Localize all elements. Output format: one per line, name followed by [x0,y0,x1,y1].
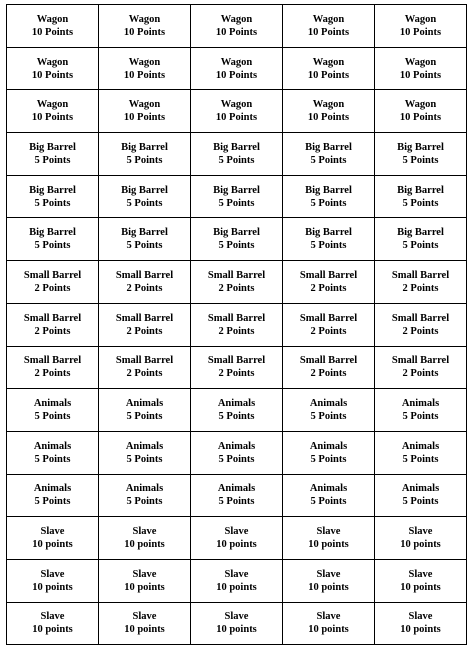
card-points: 10 Points [399,26,442,38]
card-name: Wagon [36,13,69,25]
card-cell [7,261,99,304]
card-name: Slave [224,526,249,538]
card-points: 5 Points [34,411,71,423]
card-points: 5 Points [34,197,71,209]
card-points: 2 Points [126,282,163,294]
card-row [7,431,467,474]
card-name: Small Barrel [391,269,450,281]
card-row [7,90,467,133]
card-cell [191,261,283,304]
card-cell [7,47,99,90]
card-name: Big Barrel [213,227,260,239]
card-name: Animals [33,440,72,452]
card-cell [283,261,375,304]
card-points: 5 Points [218,411,255,423]
card-points: 10 Points [215,112,258,124]
card-name: Animals [33,483,72,495]
card-cell [7,218,99,261]
card-cell [7,346,99,389]
card-cell [99,389,191,432]
card-name: Big Barrel [121,184,168,196]
card-points: 5 Points [218,154,255,166]
card-cell [375,431,467,474]
card-cell [191,517,283,560]
card-cell [191,5,283,48]
card-points: 5 Points [310,240,347,252]
card-points: 2 Points [218,325,255,337]
card-points: 10 points [400,539,441,551]
card-row [7,133,467,176]
card-cell [7,431,99,474]
card-points: 2 Points [126,368,163,380]
card-cell [191,389,283,432]
card-name: Big Barrel [305,184,352,196]
card-name: Wagon [404,13,437,25]
card-name: Small Barrel [115,355,174,367]
card-points: 2 Points [34,325,71,337]
card-points: 10 points [308,624,349,636]
card-cell [283,559,375,602]
card-cell [283,175,375,218]
card-points: 5 Points [402,154,439,166]
card-row [7,47,467,90]
card-cell [7,559,99,602]
card-points: 10 Points [307,26,350,38]
card-name: Small Barrel [299,355,358,367]
card-name: Small Barrel [299,312,358,324]
card-name: Big Barrel [121,141,168,153]
card-name: Small Barrel [391,312,450,324]
card-row [7,474,467,517]
card-cell [99,175,191,218]
card-name: Slave [132,611,157,623]
card-name: Animals [401,398,440,410]
card-row [7,261,467,304]
card-points: 2 Points [126,325,163,337]
card-points: 5 Points [402,197,439,209]
card-cell [7,175,99,218]
card-points: 5 Points [126,411,163,423]
card-points: 2 Points [310,282,347,294]
card-points: 5 Points [402,240,439,252]
card-points: 10 Points [31,112,74,124]
card-points: 5 Points [34,496,71,508]
card-row [7,602,467,645]
card-cell [375,5,467,48]
card-points: 10 Points [31,69,74,81]
card-row [7,346,467,389]
card-sheet-body [7,5,467,645]
card-name: Big Barrel [213,141,260,153]
card-cell [99,47,191,90]
card-points: 10 points [124,581,165,593]
card-sheet-table [6,4,467,645]
card-cell [191,474,283,517]
card-row [7,5,467,48]
card-cell [191,90,283,133]
card-name: Wagon [36,99,69,111]
card-cell [375,389,467,432]
card-points: 10 points [400,624,441,636]
card-cell [283,474,375,517]
card-points: 2 Points [402,282,439,294]
card-points: 10 points [216,624,257,636]
card-name: Wagon [128,13,161,25]
card-name: Animals [125,440,164,452]
card-cell [99,559,191,602]
card-cell [191,431,283,474]
card-points: 5 Points [126,496,163,508]
card-points: 10 Points [31,26,74,38]
card-points: 10 points [32,539,73,551]
card-points: 10 points [32,581,73,593]
card-cell [191,346,283,389]
card-cell [99,5,191,48]
card-name: Wagon [312,99,345,111]
card-row [7,517,467,560]
card-name: Animals [401,483,440,495]
card-points: 2 Points [218,368,255,380]
card-cell [99,602,191,645]
card-name: Slave [408,526,433,538]
card-cell [7,474,99,517]
card-name: Small Barrel [115,312,174,324]
card-cell [7,517,99,560]
card-cell [191,218,283,261]
card-cell [99,474,191,517]
card-points: 5 Points [310,197,347,209]
card-points: 10 Points [123,26,166,38]
card-name: Slave [132,526,157,538]
card-cell [7,133,99,176]
card-points: 5 Points [310,453,347,465]
card-name: Slave [408,611,433,623]
card-cell [7,602,99,645]
card-name: Big Barrel [305,227,352,239]
card-name: Wagon [404,56,437,68]
card-name: Slave [224,611,249,623]
card-points: 5 Points [126,453,163,465]
card-cell [375,218,467,261]
card-points: 2 Points [402,325,439,337]
card-name: Slave [224,568,249,580]
card-name: Slave [408,568,433,580]
card-name: Wagon [220,99,253,111]
card-cell [375,261,467,304]
card-points: 2 Points [310,325,347,337]
card-cell [99,218,191,261]
card-name: Big Barrel [397,184,444,196]
card-name: Slave [40,611,65,623]
card-points: 5 Points [218,197,255,209]
card-name: Animals [401,440,440,452]
card-points: 2 Points [310,368,347,380]
card-name: Animals [309,483,348,495]
card-points: 10 Points [399,112,442,124]
card-name: Big Barrel [121,227,168,239]
card-row [7,175,467,218]
card-name: Small Barrel [23,269,82,281]
card-cell [375,90,467,133]
card-points: 5 Points [402,411,439,423]
card-name: Slave [40,568,65,580]
card-points: 5 Points [218,496,255,508]
card-points: 5 Points [34,453,71,465]
card-cell [375,303,467,346]
card-points: 5 Points [34,154,71,166]
card-name: Big Barrel [397,227,444,239]
card-cell [375,133,467,176]
card-points: 5 Points [310,411,347,423]
card-name: Animals [33,398,72,410]
card-name: Big Barrel [213,184,260,196]
card-name: Wagon [128,56,161,68]
card-cell [191,303,283,346]
card-name: Small Barrel [23,355,82,367]
card-points: 5 Points [402,453,439,465]
card-cell [283,346,375,389]
card-points: 10 points [32,624,73,636]
card-points: 5 Points [126,154,163,166]
card-name: Big Barrel [29,141,76,153]
card-points: 10 Points [215,26,258,38]
card-points: 5 Points [402,496,439,508]
card-name: Animals [217,440,256,452]
card-name: Wagon [312,13,345,25]
card-name: Wagon [220,56,253,68]
card-points: 10 Points [215,69,258,81]
card-points: 5 Points [310,496,347,508]
card-cell [283,389,375,432]
card-name: Wagon [404,99,437,111]
card-name: Wagon [220,13,253,25]
card-points: 5 Points [218,240,255,252]
card-cell [283,218,375,261]
card-name: Small Barrel [391,355,450,367]
card-points: 5 Points [34,240,71,252]
card-cell [7,90,99,133]
card-cell [283,90,375,133]
card-cell [283,517,375,560]
card-points: 2 Points [34,282,71,294]
card-cell [99,517,191,560]
card-name: Big Barrel [29,184,76,196]
card-points: 5 Points [310,154,347,166]
card-cell [99,431,191,474]
card-cell [99,346,191,389]
card-cell [191,133,283,176]
card-cell [191,602,283,645]
card-row [7,559,467,602]
card-points: 10 Points [123,112,166,124]
card-name: Big Barrel [29,227,76,239]
card-name: Small Barrel [207,269,266,281]
card-cell [191,175,283,218]
card-cell [283,47,375,90]
card-cell [283,5,375,48]
card-cell [99,261,191,304]
card-row [7,303,467,346]
card-cell [375,47,467,90]
card-name: Small Barrel [23,312,82,324]
card-points: 2 Points [34,368,71,380]
card-points: 10 points [216,581,257,593]
card-points: 10 points [308,539,349,551]
card-cell [375,602,467,645]
card-cell [283,431,375,474]
card-cell [7,5,99,48]
card-name: Animals [217,398,256,410]
card-cell [99,133,191,176]
card-name: Small Barrel [207,355,266,367]
card-name: Slave [316,611,341,623]
card-points: 2 Points [218,282,255,294]
card-points: 10 points [400,581,441,593]
card-cell [99,90,191,133]
card-name: Big Barrel [305,141,352,153]
card-cell [375,346,467,389]
card-points: 2 Points [402,368,439,380]
card-name: Animals [125,483,164,495]
card-cell [283,133,375,176]
card-cell [375,559,467,602]
card-cell [191,47,283,90]
card-cell [191,559,283,602]
card-name: Slave [40,526,65,538]
card-cell [283,602,375,645]
card-name: Animals [125,398,164,410]
card-cell [375,517,467,560]
card-name: Small Barrel [115,269,174,281]
card-name: Big Barrel [397,141,444,153]
card-cell [7,389,99,432]
card-name: Small Barrel [207,312,266,324]
card-points: 10 Points [123,69,166,81]
card-name: Slave [132,568,157,580]
card-name: Slave [316,568,341,580]
card-row [7,218,467,261]
card-name: Animals [309,440,348,452]
card-name: Wagon [36,56,69,68]
card-points: 10 Points [307,69,350,81]
card-name: Wagon [312,56,345,68]
card-name: Small Barrel [299,269,358,281]
card-cell [7,303,99,346]
card-points: 10 points [308,581,349,593]
card-cell [375,474,467,517]
card-name: Animals [217,483,256,495]
card-cell [283,303,375,346]
card-points: 10 Points [399,69,442,81]
card-points: 10 points [216,539,257,551]
card-cell [99,303,191,346]
card-cell [375,175,467,218]
card-points: 10 points [124,624,165,636]
card-points: 5 Points [126,240,163,252]
card-row [7,389,467,432]
card-name: Wagon [128,99,161,111]
card-name: Animals [309,398,348,410]
card-name: Slave [316,526,341,538]
card-points: 10 Points [307,112,350,124]
card-points: 10 points [124,539,165,551]
card-points: 5 Points [218,453,255,465]
card-points: 5 Points [126,197,163,209]
